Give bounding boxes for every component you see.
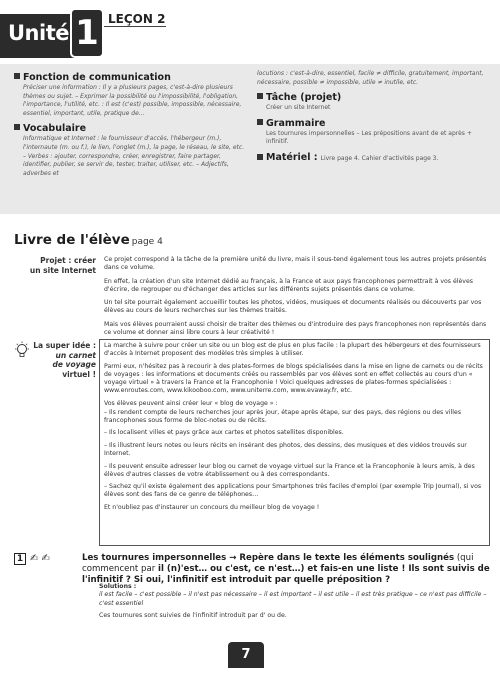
unit-word: Unité — [8, 21, 69, 45]
idea-paragraph: – Ils peuvent ensuite adresser leur blog ou carnet de voyage virtuel sur la France et la Francophonie à leurs amis, à des élèves d'autres classes de votre établissement ou à des correspondants. — [104, 462, 475, 478]
writing-icon: ✍ ✍ — [30, 553, 50, 564]
square-bullet-icon — [257, 93, 263, 99]
square-bullet-icon — [14, 124, 20, 130]
exercise-number: 1 — [14, 553, 26, 565]
idea-paragraph: – Ils illustrent leurs notes ou leurs récits en insérant des photos, des dessins, des musiques et des vidéos trouvés sur Internet. — [104, 441, 467, 458]
lesson-underline — [104, 26, 166, 27]
section-page: page 4 — [131, 237, 163, 247]
grammaire-text: Les tournures impersonnelles – Les prépositions avant de et après + infinitif. — [266, 129, 472, 146]
square-bullet-icon — [257, 119, 263, 125]
idea-paragraph: Et n'oubliez pas d'instaurer un concours du meilleur blog de voyage ! — [104, 504, 320, 511]
unit-number: 1 — [70, 8, 104, 58]
idea-paragraph: Parmi eux, n'hésitez pas à recourir à des plates-formes de blogs spécialisées dans la mise en ligne de carnets ou de récits de voyages : les informations et documents créés ou rassemblés par vos élèves sont en effet collectés au cours d'un « voyage virtuel » à travers la France et la Francophonie ! Voici quelques adresses de plates-formes spécialisées : www.enroutes.com, www.kikooboo.com, www.uniterre.com, www.evaway.fr, etc. — [104, 362, 483, 394]
square-bullet-icon — [257, 154, 263, 160]
solutions-text: il est facile – c'est possible – il n'est pas nécessaire – il est important – il est utile – il est très pratique – ce n'est pas difficile – c'est essentiel — [99, 591, 487, 607]
fonction-heading: Fonction de communication — [14, 72, 246, 84]
materiel-line: Matériel : Livre page 4. Cahier d'activités page 3. — [257, 152, 489, 164]
idea-paragraph: – Sachez qu'il existe également des applications pour Smartphones très faciles d'emploi (par exemple Trip Journal), si vos élèves sont des fans de ce genre de téléphones… — [104, 483, 482, 499]
tache-text: Créer un site Internet — [266, 104, 331, 112]
projet-text — [104, 256, 488, 342]
projet-paragraph: En effet, la création d'un site Internet dédié au français, à la France et aux pays francophones permettrait à vos élèves d'écrire, de regrouper ou d'échanger des articles sur les différents sujets présentés dans ce volume. — [104, 277, 473, 293]
section-title: Livre de l'élève page 4 — [14, 232, 163, 248]
solutions-conclusion: Ces tournures sont suivies de l'infinitif introduit par d' ou de. — [99, 612, 287, 620]
idea-paragraph: La marche à suivre pour créer un site ou un blog est de plus en plus facile : la plupart des hébergeurs et des fournisseurs d'accès à Internet proposent des modèles très simples à utiliser. — [104, 342, 481, 358]
projet-paragraph: Ce projet correspond à la tâche de la première unité du livre, mais il sous-tend également tous les autres projets présentés dans ce volume. — [104, 256, 487, 272]
exercise-heading: Les tournures impersonnelles → Repère dans le texte les éléments soulignés (qui commencent par il (n)'est… ou c'est, ce n'est…) et fais-en une liste ! Ils sont suivis de l'infinitif ? Si oui, l'infinitif est introduit par quelle préposition ? — [82, 553, 490, 585]
vocabulaire-heading: Vocabulaire — [14, 123, 246, 135]
page-number: 7 — [228, 642, 264, 668]
projet-paragraph: Un tel site pourrait également accueillir toutes les photos, vidéos, musiques et documents réalisés ou découverts par vos élèves au cours de leurs recherches sur les thèmes traités. — [104, 299, 482, 315]
fonction-text: Préciser une information : Il y a plusieurs pages, c'est-à-dire plusieurs thèmes ou sujet. – Exprimer la possibilité ou l'impossibilité, l'obligation, l'importance, l'utilité, etc. : Il est (c'est) possible, impossible, nécessaire, essentiel, important, utile, pratique de… — [23, 84, 242, 117]
grammaire-heading: Grammaire — [257, 118, 489, 130]
summary-right-column — [257, 70, 489, 164]
solutions-title: Solutions : — [99, 583, 137, 590]
idea-paragraph: – Ils rendent compte de leurs recherches jour après jour, étape après étape, sur des pays, des régions ou des villes francophones sous forme de bloc-notes ou de récits. — [104, 408, 462, 424]
tache-heading: Tâche (projet) — [257, 92, 489, 104]
vocabulaire-text-cont: locutions : c'est-à-dire, essentiel, facile ≠ difficile, gratuitement, important, nécessaire, possible ≠ impossible, utile ≠ inutile, etc. — [257, 70, 484, 86]
solutions-block — [99, 583, 489, 625]
vocabulaire-text: Informatique et Internet : le fournisseur d'accès, l'hébergeur (m.), l'internaute (m. ou f.), le lien, l'onglet (m.), la page, le réseau, le site, etc. – Verbes : ajouter, correspondre, créer, enregistrer, faire partager, identifier, publier, se servir de, tester, traiter, utiliser, etc. – Adjectifs, adverbes et — [23, 135, 245, 177]
projet-paragraph: Mais vos élèves pourraient aussi choisir de traiter des thèmes ou d'introduire des pays francophones non représentés dans ce volume et donner ainsi libre cours à leur créativité ! — [104, 320, 487, 337]
summary-left-column — [14, 70, 246, 183]
square-bullet-icon — [14, 73, 20, 79]
lesson-label: LEÇON 2 — [108, 12, 166, 26]
idea-paragraph: Vos élèves peuvent ainsi créer leur « blog de voyage » : — [104, 399, 278, 407]
exercise-icons — [30, 553, 50, 564]
idea-paragraph: – Ils localisent villes et pays grâce aux cartes et photos satellites disponibles. — [104, 429, 344, 437]
projet-label: Projet : créer un site Internet — [29, 256, 96, 275]
idee-label: La super idée : un carnet de voyage virtuel ! — [33, 341, 96, 379]
idea-box-text — [104, 342, 484, 517]
